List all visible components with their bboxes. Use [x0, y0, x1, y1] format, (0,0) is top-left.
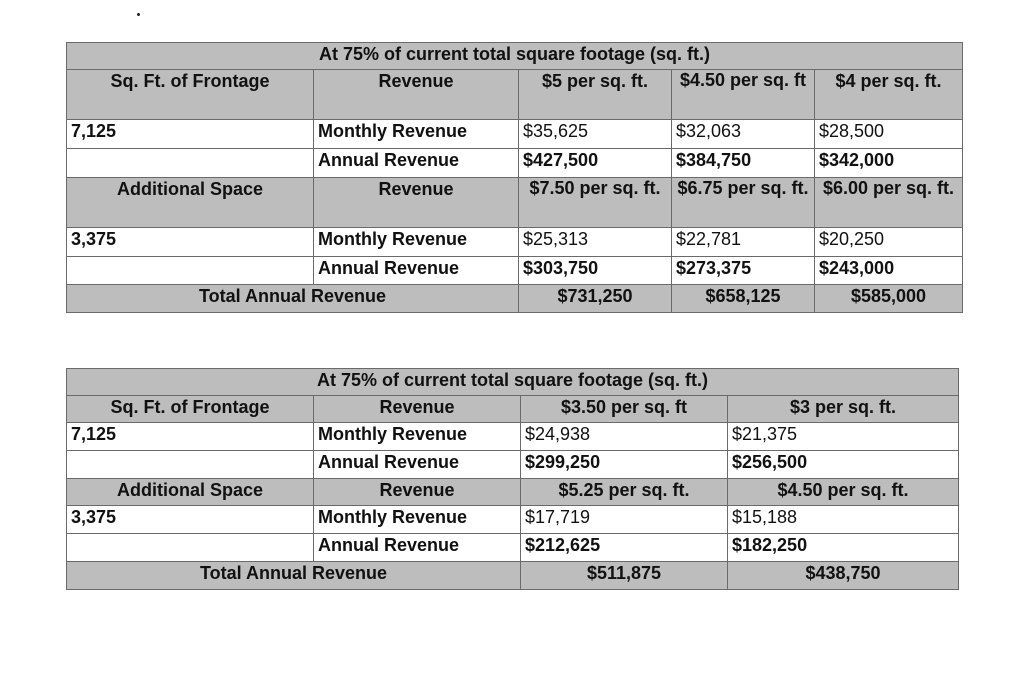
header-revenue: Revenue: [314, 70, 519, 120]
header-rate-2: $4.50 per sq. ft: [672, 70, 815, 120]
annual-value: $212,625: [521, 534, 728, 562]
annual-revenue-label: Annual Revenue: [314, 534, 521, 562]
additional-header-row: [67, 479, 959, 506]
header-rate-2: $6.75 per sq. ft.: [672, 178, 815, 228]
revenue-table-three-rates: [66, 42, 963, 313]
table-header-row: [67, 70, 963, 120]
annual-value: $256,500: [728, 451, 959, 479]
annual-value: $182,250: [728, 534, 959, 562]
table-title: At 75% of current total square footage (sq. ft.): [67, 369, 959, 396]
header-frontage: Sq. Ft. of Frontage: [67, 70, 314, 120]
monthly-value: $22,781: [672, 228, 815, 257]
table-row: [67, 257, 963, 285]
total-value: $438,750: [728, 562, 959, 590]
annual-value: $427,500: [519, 149, 672, 178]
monthly-value: $17,719: [521, 506, 728, 534]
annual-value: $243,000: [815, 257, 963, 285]
total-annual-revenue-label: Total Annual Revenue: [67, 562, 521, 590]
header-rate-1: $7.50 per sq. ft.: [519, 178, 672, 228]
annual-revenue-label: Annual Revenue: [314, 451, 521, 479]
frontage-sqft: 7,125: [67, 120, 314, 149]
header-rate-2: $3 per sq. ft.: [728, 396, 959, 423]
monthly-revenue-label: Monthly Revenue: [314, 120, 519, 149]
header-additional-space: Additional Space: [67, 479, 314, 506]
header-rate-1: $5.25 per sq. ft.: [521, 479, 728, 506]
header-rate-1: $5 per sq. ft.: [519, 70, 672, 120]
empty-cell: [67, 534, 314, 562]
additional-header-row: [67, 178, 963, 228]
monthly-value: $35,625: [519, 120, 672, 149]
monthly-revenue-label: Monthly Revenue: [314, 506, 521, 534]
header-rate-2: $4.50 per sq. ft.: [728, 479, 959, 506]
table-title-row: [67, 369, 959, 396]
revenue-table-two-rates: [66, 368, 959, 590]
table-title-row: [67, 43, 963, 70]
monthly-value: $28,500: [815, 120, 963, 149]
total-value: $511,875: [521, 562, 728, 590]
total-value: $731,250: [519, 285, 672, 313]
total-value: $585,000: [815, 285, 963, 313]
header-revenue: Revenue: [314, 396, 521, 423]
monthly-value: $32,063: [672, 120, 815, 149]
table-header-row: [67, 396, 959, 423]
table-row: [67, 451, 959, 479]
header-rate-3: $4 per sq. ft.: [815, 70, 963, 120]
annual-value: $342,000: [815, 149, 963, 178]
annual-value: $303,750: [519, 257, 672, 285]
table-title: At 75% of current total square footage (sq. ft.): [67, 43, 963, 70]
table-row: [67, 120, 963, 149]
header-frontage: Sq. Ft. of Frontage: [67, 396, 314, 423]
additional-sqft: 3,375: [67, 228, 314, 257]
monthly-revenue-label: Monthly Revenue: [314, 228, 519, 257]
header-revenue: Revenue: [314, 479, 521, 506]
monthly-value: $21,375: [728, 423, 959, 451]
header-rate-3: $6.00 per sq. ft.: [815, 178, 963, 228]
table-row: [67, 534, 959, 562]
monthly-value: $20,250: [815, 228, 963, 257]
header-rate-1: $3.50 per sq. ft: [521, 396, 728, 423]
total-row: [67, 285, 963, 313]
empty-cell: [67, 257, 314, 285]
stray-mark: [136, 12, 140, 16]
monthly-revenue-label: Monthly Revenue: [314, 423, 521, 451]
annual-value: $299,250: [521, 451, 728, 479]
monthly-value: $24,938: [521, 423, 728, 451]
frontage-sqft: 7,125: [67, 423, 314, 451]
annual-value: $384,750: [672, 149, 815, 178]
annual-value: $273,375: [672, 257, 815, 285]
header-additional-space: Additional Space: [67, 178, 314, 228]
total-annual-revenue-label: Total Annual Revenue: [67, 285, 519, 313]
table-row: [67, 149, 963, 178]
monthly-value: $15,188: [728, 506, 959, 534]
annual-revenue-label: Annual Revenue: [314, 257, 519, 285]
total-row: [67, 562, 959, 590]
monthly-value: $25,313: [519, 228, 672, 257]
empty-cell: [67, 451, 314, 479]
table-row: [67, 228, 963, 257]
annual-revenue-label: Annual Revenue: [314, 149, 519, 178]
table-row: [67, 423, 959, 451]
total-value: $658,125: [672, 285, 815, 313]
table-row: [67, 506, 959, 534]
header-revenue: Revenue: [314, 178, 519, 228]
empty-cell: [67, 149, 314, 178]
additional-sqft: 3,375: [67, 506, 314, 534]
